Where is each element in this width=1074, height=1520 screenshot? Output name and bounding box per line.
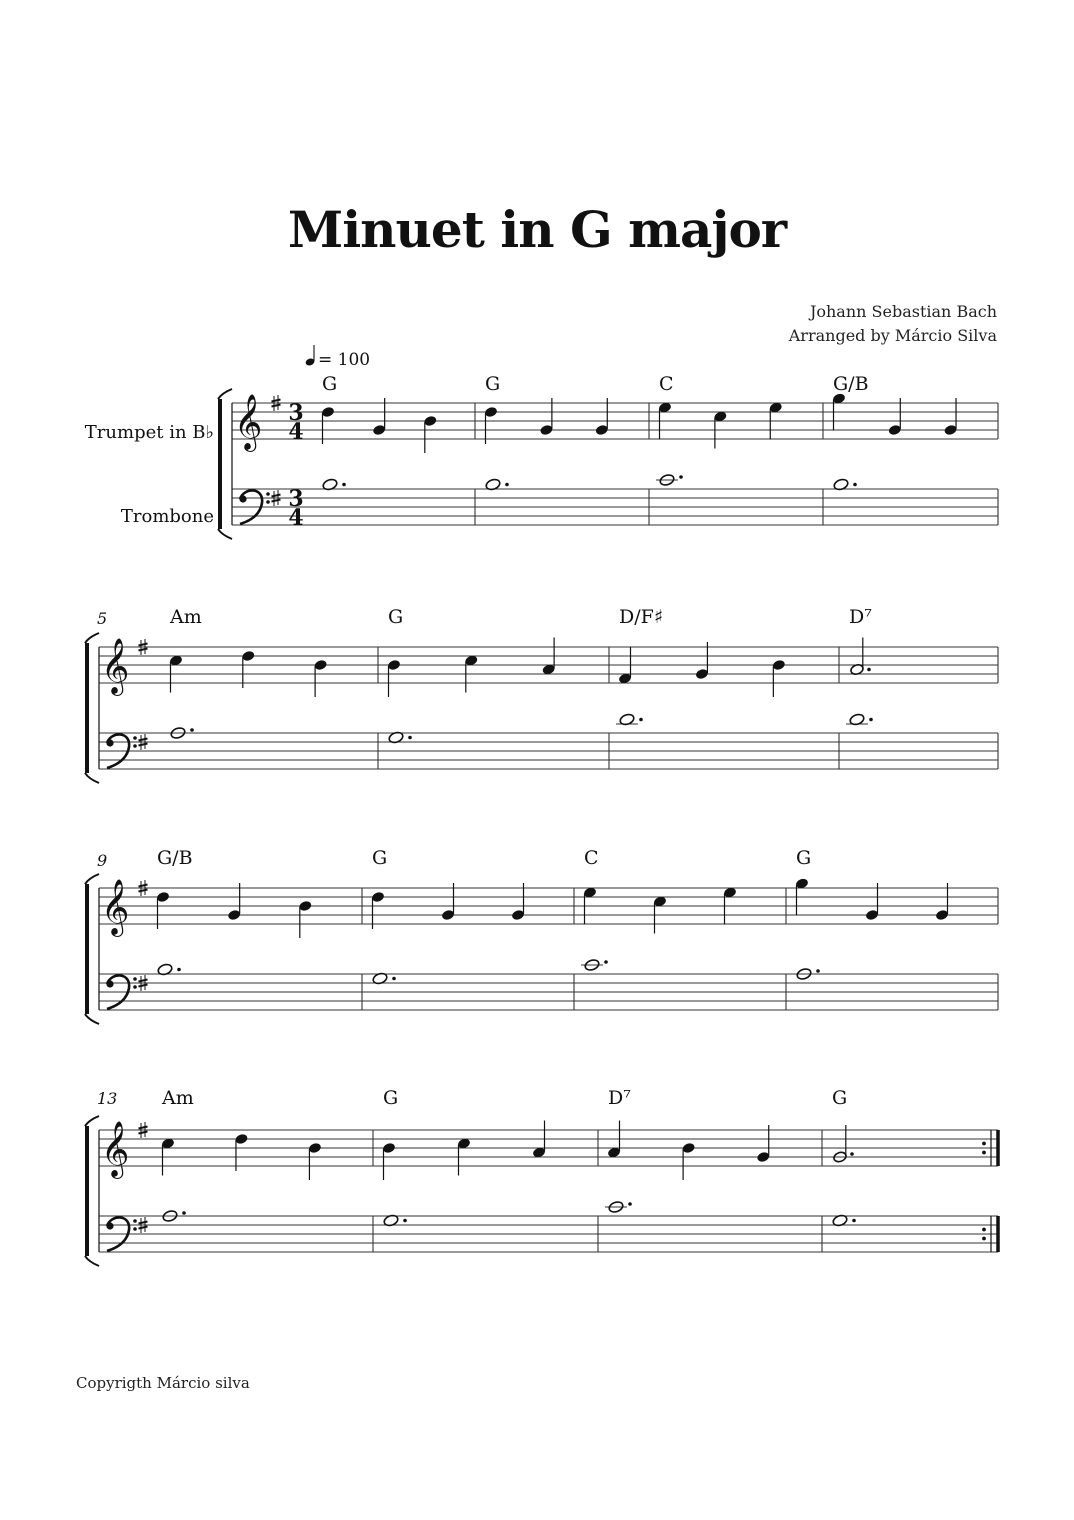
chord-symbol: G (372, 847, 388, 869)
chord-symbol: C (659, 373, 674, 395)
sharp-stroke (139, 980, 148, 982)
augmentation-dot (604, 960, 608, 964)
time-signature-top: 3 (288, 400, 304, 426)
chord-symbol: D⁷ (849, 606, 872, 628)
chord-symbol: Am (162, 1087, 194, 1109)
sharp-stroke (139, 890, 148, 892)
tempo-marking: = 100 (318, 350, 371, 370)
bracket-hook (218, 389, 232, 399)
bracket-hook (85, 874, 99, 884)
measure-number: 9 (97, 851, 108, 870)
time-signature-bottom: 4 (288, 419, 304, 445)
chord-symbol: G/B (157, 847, 193, 869)
bass-clef-dot (106, 739, 113, 746)
augmentation-dot (816, 969, 820, 973)
chord-symbol: D/F♯ (619, 606, 664, 628)
chord-symbol: D⁷ (608, 1087, 631, 1109)
chord-symbol: G (383, 1087, 399, 1109)
composer: Johann Sebastian Bach (809, 302, 997, 321)
bass-clef-dot (239, 495, 246, 502)
repeat-dot (982, 1142, 986, 1146)
augmentation-dot (177, 968, 181, 972)
instrument-name-trombone: Trombone (120, 506, 214, 527)
bracket-hook (85, 1116, 99, 1126)
bracket-hook (85, 633, 99, 643)
augmentation-dot (869, 718, 873, 722)
repeat-dot (982, 1228, 986, 1232)
augmentation-dot (628, 1202, 632, 1206)
bass-clef-dot (133, 1219, 137, 1223)
repeat-dot (982, 1151, 986, 1155)
sharp-stroke (272, 405, 281, 407)
chord-symbol: G (322, 373, 338, 395)
sharp-stroke (139, 1127, 148, 1129)
sharp-stroke (272, 500, 281, 502)
bass-clef-dot (106, 980, 113, 987)
bracket-hook (85, 1256, 99, 1266)
sharp-stroke (272, 495, 281, 497)
sharp-stroke (272, 400, 281, 402)
chord-symbol: G (796, 847, 812, 869)
repeat-dot (982, 1237, 986, 1241)
bracket-hook (85, 1014, 99, 1024)
piece-title: Minuet in G major (287, 200, 787, 259)
sharp-stroke (139, 1132, 148, 1134)
measure-number: 5 (97, 609, 108, 628)
sharp-stroke (139, 1222, 148, 1224)
chord-symbol: G/B (833, 373, 869, 395)
augmentation-dot (852, 1219, 856, 1223)
augmentation-dot (342, 483, 346, 487)
bracket-hook (85, 773, 99, 783)
chord-symbol: G (832, 1087, 848, 1109)
chord-symbol: G (485, 373, 501, 395)
treble-clef-icon: 𝄞 (234, 394, 263, 451)
system-bracket (85, 643, 89, 773)
augmentation-dot (392, 977, 396, 981)
instrument-name-trumpet: Trumpet in B♭ (84, 422, 214, 443)
bass-clef-dot (106, 1222, 113, 1229)
time-signature-top: 3 (288, 486, 304, 512)
treble-clef-icon: 𝄞 (101, 1121, 130, 1178)
system-bracket (218, 399, 222, 529)
treble-clef-icon: 𝄞 (101, 879, 130, 936)
sharp-stroke (139, 985, 148, 987)
augmentation-dot (853, 483, 857, 487)
bass-clef-dot (133, 736, 137, 740)
augmentation-dot (639, 718, 643, 722)
system-bracket (85, 1126, 89, 1256)
sharp-stroke (139, 739, 148, 741)
chord-symbol: G (388, 606, 404, 628)
time-signature-bottom: 4 (288, 505, 304, 531)
sharp-stroke (139, 1227, 148, 1229)
sharp-stroke (139, 885, 148, 887)
augmentation-dot (408, 736, 412, 740)
measure-number: 13 (97, 1089, 118, 1108)
sharp-stroke (139, 644, 148, 646)
treble-clef-icon: 𝄞 (101, 638, 130, 695)
sharp-stroke (139, 649, 148, 651)
copyright-footer: Copyrigth Márcio silva (76, 1374, 250, 1392)
augmentation-dot (850, 1152, 854, 1156)
system-bracket (85, 884, 89, 1014)
augmentation-dot (182, 1211, 186, 1215)
augmentation-dot (403, 1219, 407, 1223)
sharp-stroke (139, 744, 148, 746)
bracket-hook (218, 529, 232, 539)
augmentation-dot (190, 728, 194, 732)
bass-clef-dot (266, 500, 270, 504)
bass-clef-dot (133, 1227, 137, 1231)
bass-clef-dot (133, 977, 137, 981)
chord-symbol: Am (170, 606, 202, 628)
bass-clef-dot (133, 744, 137, 748)
arranger: Arranged by Márcio Silva (788, 326, 997, 345)
bass-clef-dot (133, 985, 137, 989)
augmentation-dot (505, 483, 509, 487)
chord-symbol: C (584, 847, 599, 869)
augmentation-dot (867, 668, 871, 672)
augmentation-dot (679, 475, 683, 479)
bass-clef-dot (266, 492, 270, 496)
